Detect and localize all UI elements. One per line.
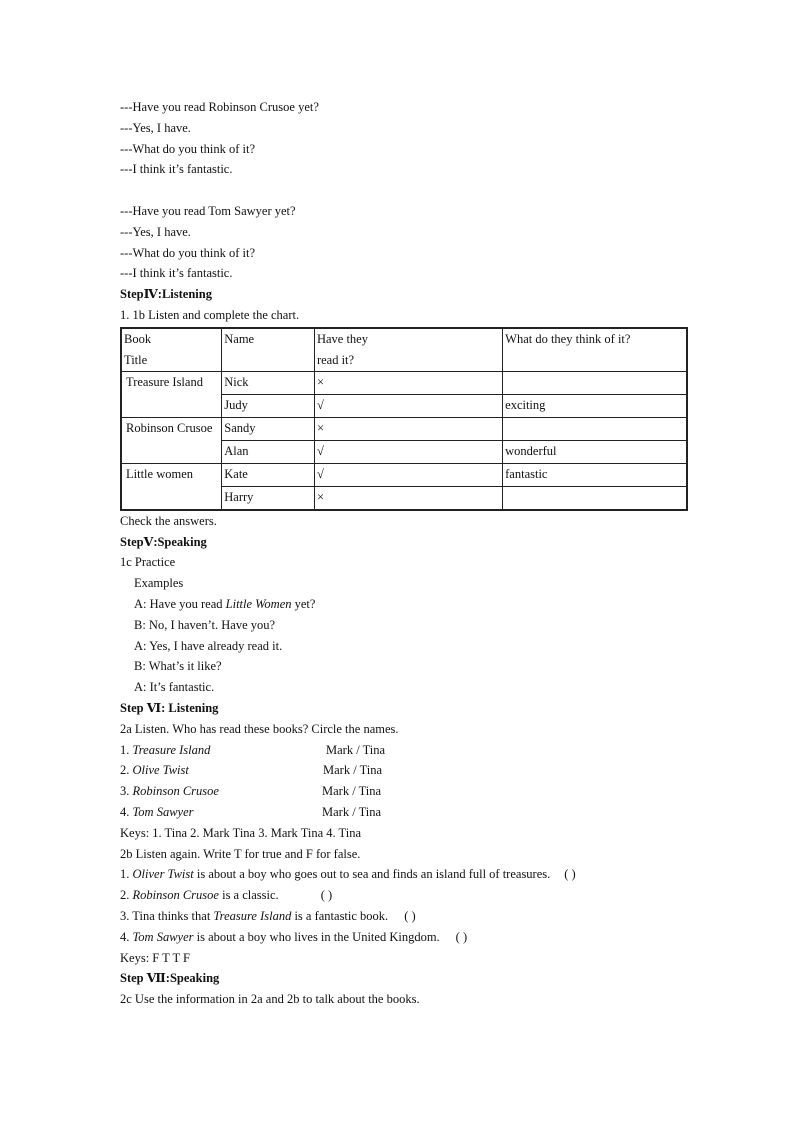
header-text: What do they think of it? bbox=[505, 331, 631, 346]
example-line: B: No, I haven’t. Have you? bbox=[134, 617, 276, 632]
name-options: Mark / Tina bbox=[323, 763, 383, 778]
dialog-line: ---Have you read Robinson Crusoe yet? bbox=[120, 100, 319, 114]
step4-instruction: 1. 1b Listen and complete the chart. bbox=[120, 307, 300, 322]
book-option-row bbox=[120, 781, 720, 802]
question-2c: 2c Use the information in 2a and 2b to talk about the books. bbox=[120, 992, 420, 1007]
statement-text: is a fantastic book. bbox=[291, 908, 389, 923]
dialog-line: ---What do you think of it? bbox=[120, 141, 256, 156]
opinion-cell: wonderful bbox=[503, 440, 687, 463]
keys-2a: Keys: 1. Tina 2. Mark Tina 3. Mark Tina 4. Tina bbox=[120, 825, 362, 840]
step6-heading: Step Ⅵ: Listening bbox=[120, 700, 219, 715]
table-row bbox=[121, 371, 687, 394]
step5-heading: StepⅤ:Speaking bbox=[120, 534, 207, 549]
book-title: Treasure Island bbox=[126, 374, 203, 389]
chart-header-row bbox=[121, 328, 687, 372]
dialog-line: ---Have you read Tom Sawyer yet? bbox=[120, 203, 296, 218]
dialog-line: ---I think it’s fantastic. bbox=[120, 266, 233, 281]
example-line: A: Yes, I have already read it. bbox=[134, 638, 283, 653]
opinion-cell bbox=[503, 486, 687, 510]
statement-text: is a classic. bbox=[218, 888, 279, 903]
opinion-cell: fantastic bbox=[503, 463, 687, 486]
name-cell: Judy bbox=[222, 394, 315, 417]
dialog-robinson-crusoe bbox=[120, 97, 720, 180]
answer-blank: ( ) bbox=[320, 888, 333, 903]
item-number: 2. bbox=[120, 763, 133, 778]
read-cell: √ bbox=[314, 394, 502, 417]
book-title: Robinson Crusoe bbox=[132, 784, 219, 799]
book-title: Oliver Twist bbox=[132, 867, 194, 882]
book-title: Little women bbox=[126, 466, 193, 481]
item-number: 3. Tina thinks that bbox=[120, 908, 214, 923]
book-title: Tom Sawyer bbox=[132, 804, 194, 819]
table-row bbox=[121, 417, 687, 440]
read-cell: × bbox=[314, 371, 502, 394]
book-option-row bbox=[120, 740, 720, 761]
item-number: 1. bbox=[120, 742, 133, 757]
spacer bbox=[120, 180, 720, 201]
book-title: Tom Sawyer bbox=[132, 929, 194, 944]
header-opinion bbox=[503, 328, 687, 372]
book-cell bbox=[121, 463, 222, 510]
example-line: A: It’s fantastic. bbox=[134, 680, 215, 695]
book-title: Robinson Crusoe bbox=[126, 420, 213, 435]
answer-blank: ( ) bbox=[455, 929, 468, 944]
book-title: Treasure Island bbox=[132, 742, 211, 757]
step7-heading: Step Ⅶ:Speaking bbox=[120, 971, 220, 986]
name-cell: Alan bbox=[222, 440, 315, 463]
book-cell bbox=[121, 417, 222, 463]
answer-blank: ( ) bbox=[404, 908, 416, 923]
example-line: B: What’s it like? bbox=[134, 659, 222, 674]
statement-text: is about a boy who lives in the United Kingdom. bbox=[193, 929, 440, 944]
dialog-tom-sawyer bbox=[120, 201, 720, 284]
name-options: Mark / Tina bbox=[322, 784, 382, 799]
header-text: Have they bbox=[316, 331, 368, 346]
header-book-title bbox=[121, 328, 222, 372]
question-2b: 2b Listen again. Write T for true and F for false. bbox=[120, 846, 361, 861]
name-options: Mark / Tina bbox=[326, 742, 386, 757]
dialog-line: ---Yes, I have. bbox=[120, 120, 191, 135]
step5-sub: 1c Practice bbox=[120, 555, 176, 570]
statement-row bbox=[120, 885, 720, 906]
name-cell: Harry bbox=[222, 486, 315, 510]
book-title: Little Women bbox=[225, 596, 292, 611]
example-line bbox=[120, 594, 720, 615]
header-name bbox=[222, 328, 315, 372]
book-option-row bbox=[120, 760, 720, 781]
table-row bbox=[121, 463, 687, 486]
question-2a: 2a Listen. Who has read these books? Circle the names. bbox=[120, 721, 399, 736]
opinion-cell bbox=[503, 371, 687, 394]
item-number: 4. bbox=[120, 929, 133, 944]
name-cell: Nick bbox=[222, 371, 315, 394]
header-have-read bbox=[314, 328, 502, 372]
item-number: 3. bbox=[120, 784, 133, 799]
example-text: A: Have you read bbox=[134, 596, 226, 611]
dialog-line: ---Yes, I have. bbox=[120, 224, 191, 239]
book-title: Robinson Crusoe bbox=[132, 888, 219, 903]
read-cell: × bbox=[314, 417, 502, 440]
book-title: Olive Twist bbox=[132, 763, 189, 778]
read-cell: × bbox=[314, 486, 502, 510]
opinion-cell bbox=[503, 417, 687, 440]
item-number: 4. bbox=[120, 804, 133, 819]
name-cell: Kate bbox=[222, 463, 315, 486]
name-cell: Sandy bbox=[222, 417, 315, 440]
name-options: Mark / Tina bbox=[322, 804, 382, 819]
examples-label: Examples bbox=[134, 576, 184, 591]
document-page bbox=[120, 97, 720, 1010]
answer-blank: ( ) bbox=[564, 867, 576, 882]
step4-heading: StepⅣ:Listening bbox=[120, 287, 212, 302]
header-text: Title bbox=[124, 352, 148, 367]
statement-row bbox=[120, 906, 720, 927]
item-number: 1. bbox=[120, 867, 133, 882]
book-title: Treasure Island bbox=[213, 908, 292, 923]
dialog-line: ---What do you think of it? bbox=[120, 245, 256, 260]
statement-row bbox=[120, 864, 720, 885]
book-option-row bbox=[120, 802, 720, 823]
dialog-line: ---I think it’s fantastic. bbox=[120, 162, 233, 177]
item-number: 2. bbox=[120, 888, 133, 903]
header-text: Name bbox=[224, 331, 255, 346]
keys-2b: Keys: F T T F bbox=[120, 950, 190, 965]
book-cell bbox=[121, 371, 222, 417]
listening-chart bbox=[120, 327, 688, 511]
read-cell: √ bbox=[314, 440, 502, 463]
opinion-cell: exciting bbox=[503, 394, 687, 417]
read-cell: √ bbox=[314, 463, 502, 486]
header-text: read it? bbox=[316, 352, 355, 367]
example-text: yet? bbox=[291, 596, 316, 611]
statement-row bbox=[120, 927, 720, 948]
header-text: Book bbox=[124, 331, 152, 346]
statement-text: is about a boy who goes out to sea and finds an island full of treasures. bbox=[193, 867, 551, 882]
check-answers: Check the answers. bbox=[120, 513, 217, 528]
